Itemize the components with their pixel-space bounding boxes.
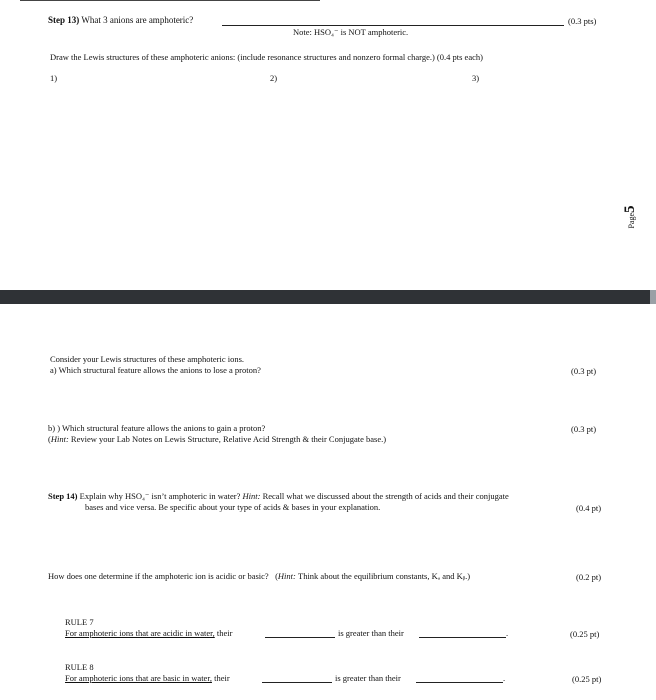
page-number-mark [610,205,650,248]
rule7-mid: is greater than their [338,628,404,638]
acidic-question: How does one determine if the amphoteric ion is acidic or basic? [48,571,269,581]
step14-points: (0.4 pt) [576,503,602,513]
question-b-hint-text: Review your Lab Notes on Lewis Structure, Relative Acid Strength & their Conjugate base.) [70,434,387,444]
step13-note: Note: HSO₄⁻ is NOT amphoteric. [293,27,409,37]
question-b: b) ) Which structural feature allows the anions to gain a proton? [48,423,266,433]
draw-slot-1: 1) [50,73,58,83]
step13-question: What 3 anions are amphoteric? [81,15,194,25]
question-b-hint: (Hint: Review your Lab Notes on Lewis Structure, Relative Acid Strength & their Conjugate base.) [48,434,387,444]
rule7-title: RULE 7 [65,617,94,627]
rule8-lead: For amphoteric ions that are basic in water, [65,673,212,683]
rule7-their: their [216,628,233,638]
rule7-blank-1[interactable] [265,637,335,638]
draw-slot-2: 2) [270,73,278,83]
top-cut-line [20,0,320,4]
question-b-points: (0.3 pt) [571,424,597,434]
step14-hint-label: Hint: [242,491,261,501]
rule8-blank-2[interactable] [416,682,503,683]
step14-question: Explain why HSO₄⁻ isn’t amphoteric in water? [79,491,241,501]
page-word: Page [627,212,636,229]
page-number: 5 [622,205,638,213]
rule7-blank-2[interactable] [419,637,506,638]
acidic-hint-label: Hint: [277,571,296,581]
page-divider-end [650,290,656,304]
step14-label: Step 14) [48,491,78,501]
consider-intro: Consider your Lewis structures of these amphoteric ions. [50,354,245,364]
rule8-title: RULE 8 [65,662,94,672]
acidic-hint-text: Think about the equilibrium constants, Kₐ and Kᵦ.) [298,571,471,581]
step13-question-row [48,15,193,25]
acidic-points: (0.2 pt) [576,572,602,582]
step14-line2: bases and vice versa. Be specific about your type of acids & bases in your explanation. [85,502,381,512]
step14-line1 [48,491,509,502]
rule7-lead: For amphoteric ions that are acidic in water, [65,628,215,638]
rule8-points: (0.25 pt) [572,674,602,684]
draw-slot-3: 3) [472,73,480,83]
step13-label: Step 13) [48,15,80,25]
rule7-lead-row [65,628,232,638]
step13-answer-line[interactable] [222,25,564,26]
draw-instruction: Draw the Lewis structures of these amphoteric anions: (include resonance structures and nonzero formal charge.) (0.4 pts each) [50,52,483,62]
rule8-mid: is greater than their [335,673,401,683]
step13-points: (0.3 pts) [568,16,597,26]
rule8-lead-row [65,673,230,683]
rule8-their: their [214,673,230,683]
page-divider [0,290,656,304]
step14-hint-text: Recall what we discussed about the strength of acids and their conjugate [262,491,509,501]
rule8-blank-1[interactable] [262,682,332,683]
question-b-hint-label: Hint: [50,434,69,444]
rule7-points: (0.25 pt) [570,629,600,639]
question-a: a) Which structural feature allows the anions to lose a proton? [50,365,261,375]
acidic-question-row: How does one determine if the amphoteric ion is acidic or basic? (Hint: Think about the equilibrium constants, Kₐ and Kᵦ.) [48,571,471,581]
question-a-points: (0.3 pt) [571,366,597,376]
